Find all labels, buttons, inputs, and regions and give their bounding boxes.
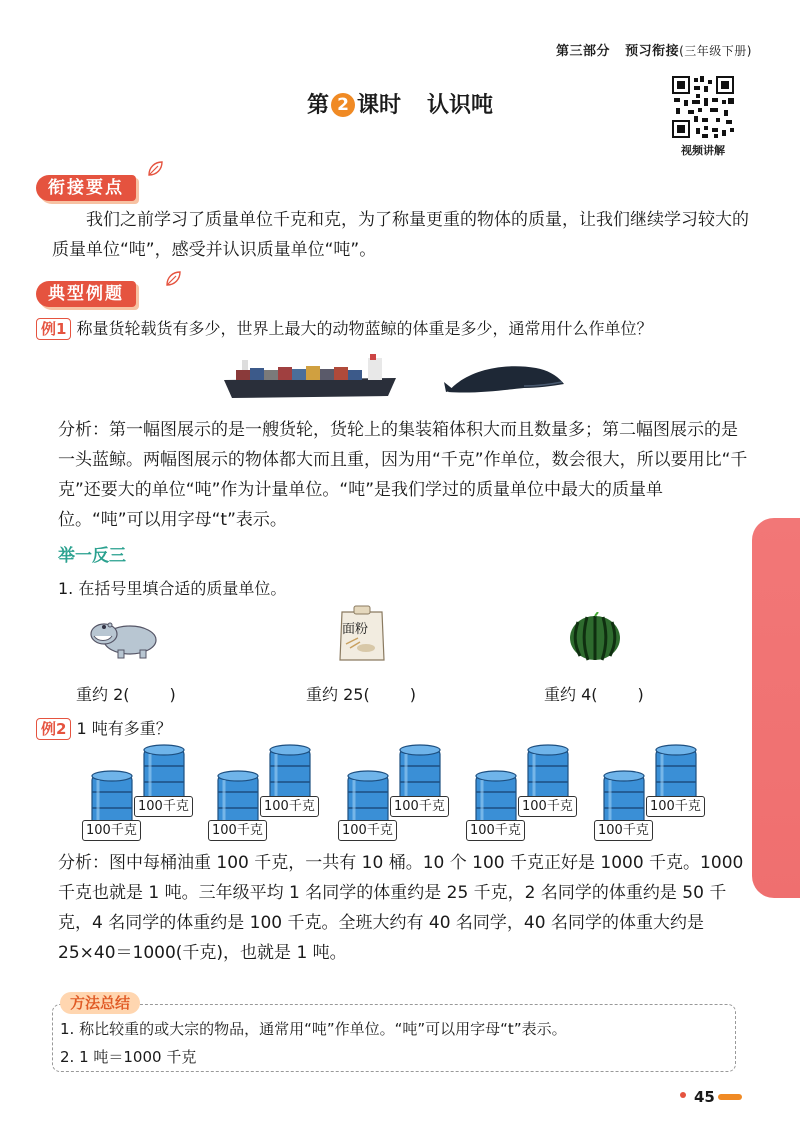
method-summary-line-2: 2. 1 吨＝1000 千克 xyxy=(60,1048,197,1066)
example2-label: 例2 xyxy=(36,718,71,740)
barrel-weight-label: 100千克 xyxy=(338,820,397,841)
header-subtitle: 预习衔接 xyxy=(625,44,680,59)
example1-question: 称量货轮载货有多少，世界上最大的动物蓝鲸的体重是多少，通常用什么作单位？ xyxy=(76,319,653,338)
barrel-weight-label: 100千克 xyxy=(208,820,267,841)
header-section: 第三部分 xyxy=(556,44,611,59)
example2-question: 1 吨有多重？ xyxy=(76,719,172,738)
barrel-weight-label: 100千克 xyxy=(390,796,449,817)
page-header xyxy=(556,40,752,59)
example1-analysis: 分析：第一幅图展示的是一艘货轮，货轮上的集装箱体积大而且数量多；第二幅图展示的是一头蓝鲸。两幅图展示的物体都大而且重，因为用“千克”作单位，数会很大，所以要用比“千克”还要大的单位“吨”作为计量单位。“吨”是我们学过的质量单位中最大的质量单位。“吨”可以用字母“t”表示。 xyxy=(58,420,748,530)
barrel-weight-label: 100千克 xyxy=(518,796,577,817)
watermelon-icon xyxy=(568,612,622,662)
barrel-pair xyxy=(212,744,342,844)
section-tag-key-points: 衔接要点 xyxy=(36,175,136,201)
page-number: 45 xyxy=(694,1088,715,1106)
page-bar-icon xyxy=(718,1094,742,1100)
title-prefix: 第 xyxy=(306,93,329,118)
method-summary-tag: 方法总结 xyxy=(60,992,140,1014)
blue-whale-icon xyxy=(444,358,566,398)
key-points-text: 我们之前学习了质量单位千克和克，为了称量更重的物体的质量，让我们继续学习较大的质量单位“吨”，感受并认识质量单位“吨”。 xyxy=(52,210,749,260)
chapter-side-tab xyxy=(752,518,800,898)
practice-item-watermelon: 重约 4( ) xyxy=(544,685,644,704)
flour-bag-label: 面粉 xyxy=(342,622,369,637)
example1-question-row xyxy=(36,316,756,342)
leaf-icon xyxy=(146,160,164,178)
title-topic: 认识吨 xyxy=(427,93,494,118)
example2-analysis: 分析：图中每桶油重 100 千克，一共有 10 桶。10 个 100 千克正好是 1000 千克。1000 千克也就是 1 吨。三年级平均 1 名同学的体重约是 25 千克，2 名同学的体重约是 50 千克，4 名同学的体重约是 100 千克。全班大约有 40 名同学，40 名同学的体重大约是 25×40＝1000(千克)，也就是 1 吨。 xyxy=(58,853,744,963)
header-grade: (三年级下册) xyxy=(679,44,752,58)
qr-code-icon[interactable] xyxy=(670,74,736,140)
barrel-weight-label: 100千克 xyxy=(82,820,141,841)
lesson-number: 2 xyxy=(331,93,355,117)
practice-title: 举一反三 xyxy=(58,546,126,566)
barrel-pair xyxy=(470,744,600,844)
barrel-weight-label: 100千克 xyxy=(594,820,653,841)
example1-label: 例1 xyxy=(36,318,71,340)
barrel-weight-label: 100千克 xyxy=(646,796,705,817)
barrel-pair xyxy=(86,744,216,844)
qr-label: 视频讲解 xyxy=(681,144,725,157)
section-tag-typical-examples: 典型例题 xyxy=(36,281,136,307)
barrel-pair xyxy=(598,744,728,844)
barrel-weight-label: 100千克 xyxy=(466,820,525,841)
barrel-weight-label: 100千克 xyxy=(260,796,319,817)
cargo-ship-icon xyxy=(222,352,398,400)
practice-item-hippo: 重约 2( ) xyxy=(76,685,176,704)
barrel-weight-label: 100千克 xyxy=(134,796,193,817)
practice-question-1: 1. 在括号里填合适的质量单位。 xyxy=(58,579,287,598)
leaf-icon xyxy=(164,270,182,288)
example2-question-row xyxy=(36,716,172,742)
barrel-pair xyxy=(342,744,472,844)
page-dot-icon xyxy=(680,1092,686,1098)
hippo-icon xyxy=(90,616,158,660)
practice-item-flour: 重约 25( ) xyxy=(306,685,416,704)
title-suffix: 课时 xyxy=(356,93,401,118)
method-summary-line-1: 1. 称比较重的或大宗的物品，通常用“吨”作单位。“吨”可以用字母“t”表示。 xyxy=(60,1020,567,1038)
